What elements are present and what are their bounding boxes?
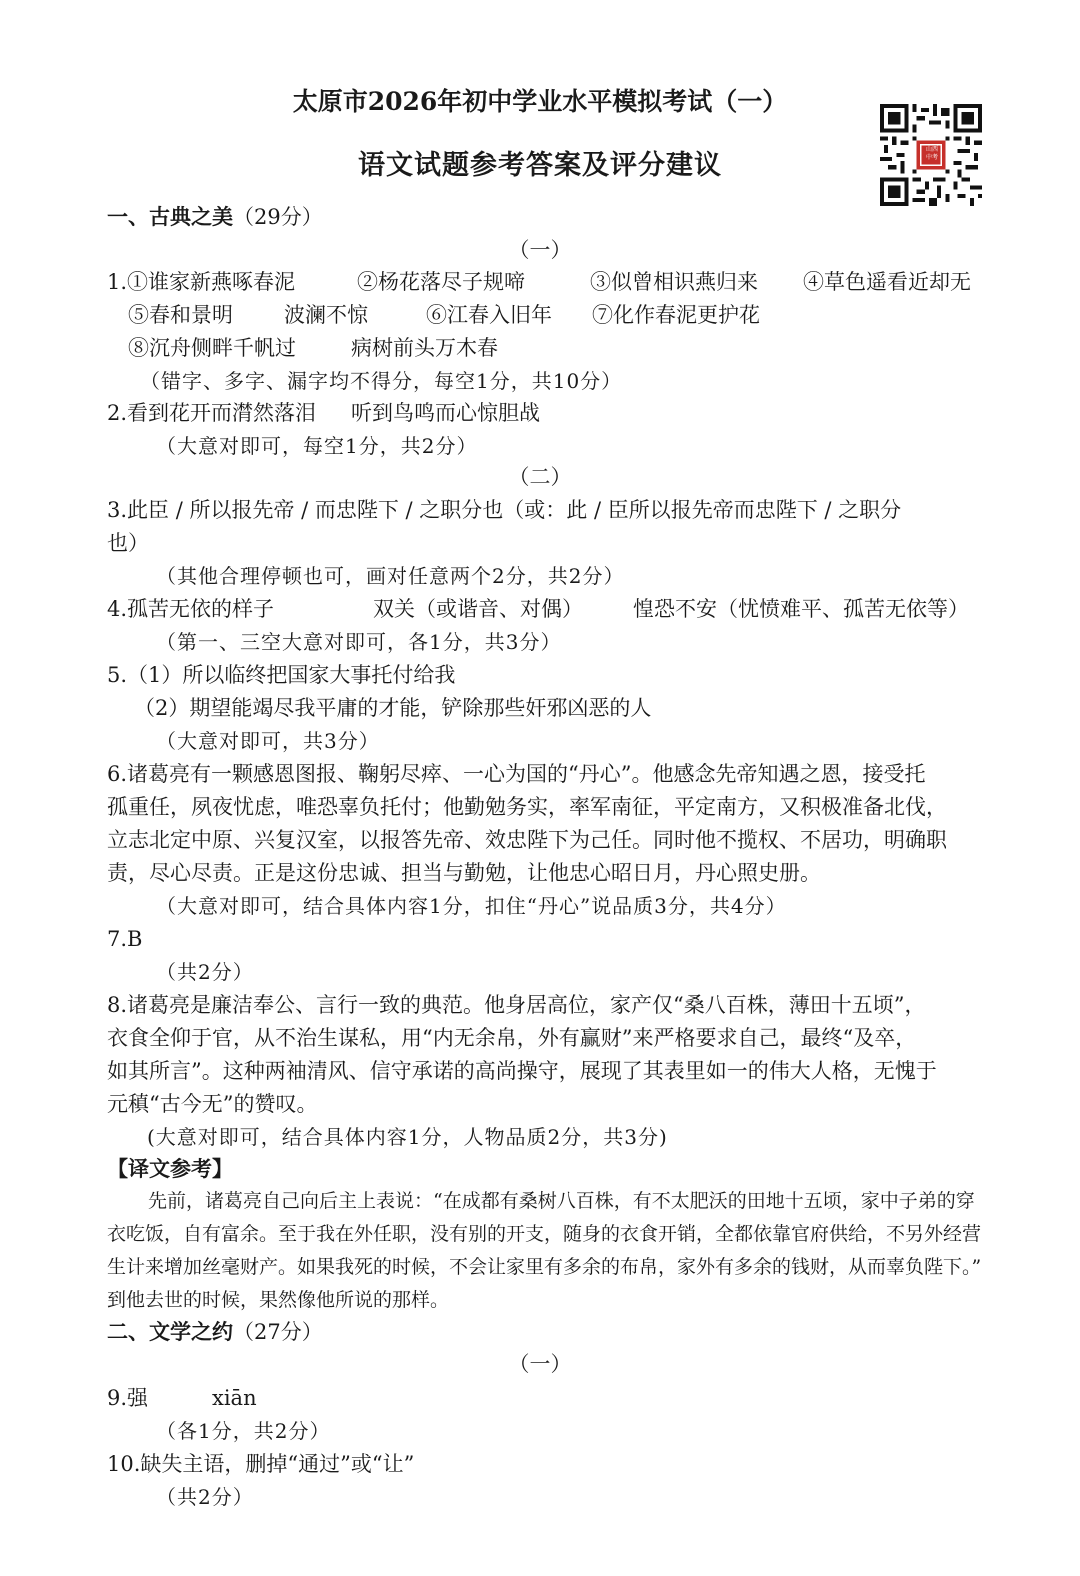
q1-answer-1: 1.①谁家新燕啄春泥 — [107, 270, 296, 294]
q1-answer-4: ④草色遥看近却无 — [803, 270, 971, 294]
q1-answer-6: ⑥江春入旧年 — [426, 303, 552, 327]
q5-answer-1: 5.（1）所以临终把国家大事托付给我 — [107, 663, 456, 687]
q8-answer-line: 元稹“古今无”的赞叹。 — [107, 1092, 318, 1116]
q6-answer-line: 孤重任，夙夜忧虑，唯恐辜负托付；他勤勉务实，率军南征，平定南方，又积极准备北伐， — [107, 795, 947, 819]
q5-answer-2: （2）期望能竭尽我平庸的才能，铲除那些奸邪凶恶的人 — [134, 696, 652, 720]
part-label: （一） — [508, 238, 572, 262]
q4-answer-3: 惶恐不安（忧愤难平、孤苦无依等） — [633, 597, 969, 621]
q10-scoring-note: （共2分） — [156, 1485, 254, 1509]
q8-answer-line: 如其所言”。这种两袖清风、信守承诺的高尚操守，展现了其表里如一的伟大人格，无愧于 — [107, 1059, 937, 1083]
q3-scoring-note: （其他合理停顿也可，画对任意两个2分，共2分） — [156, 564, 625, 588]
q1-scoring-note: （错字、多字、漏字均不得分，每空1分，共10分） — [140, 369, 623, 393]
q2-answer-2: 听到鸟鸣而心惊胆战 — [351, 401, 540, 425]
q3-answer-line: 也） — [107, 531, 149, 555]
qr-badge-label: 山西中考 — [925, 146, 938, 161]
q5-scoring-note: （大意对即可，共3分） — [156, 729, 380, 753]
translation-line: 先前，诸葛亮自己向后主上表说：“在成都有桑树八百株，有不太肥沃的田地十五顷，家中子弟的穿 — [148, 1190, 975, 1212]
translation-heading: 【译文参考】 — [107, 1156, 233, 1181]
q6-answer-line: 6.诸葛亮有一颗感恩图报、鞠躬尽瘁、一心为国的“丹心”。他感念先帝知遇之恩，接受托 — [107, 762, 926, 786]
q1-answer-2: ②杨花落尽子规啼 — [357, 270, 525, 294]
q4-answer-2: 双关（或谐音、对偶） — [373, 597, 583, 621]
q4-scoring-note: （第一、三空大意对即可，各1分，共3分） — [156, 630, 562, 654]
q1-answer-3: ③似曾相识燕归来 — [590, 270, 758, 294]
q6-answer-line: 责，尽心尽责。正是这份忠诚、担当与勤勉，让他忠心昭日月，丹心照史册。 — [107, 861, 821, 885]
translation-line: 衣吃饭，自有富余。至于我在外任职，没有别的开支，随身的衣食开销，全都依靠官府供给，不另外经营 — [107, 1223, 982, 1245]
q4-answer-1: 4.孤苦无依的样子 — [107, 597, 275, 621]
q8-scoring-note: (大意对即可，结合具体内容1分，人物品质2分，共3分) — [147, 1125, 668, 1149]
q10-answer: 10.缺失主语，删掉“通过”或“让” — [107, 1452, 415, 1476]
q6-answer-line: 立志北定中原、兴复汉室，以报答先帝、效忠陛下为己任。同时他不揽权、不居功，明确职 — [107, 828, 947, 852]
q6-scoring-note: （大意对即可，结合具体内容1分，扣住“丹心”说品质3分，共4分） — [156, 894, 787, 918]
q9-answer-2: xiān — [212, 1386, 257, 1410]
translation-line: 到他去世的时候，果然像他所说的那样。 — [107, 1289, 450, 1311]
part-label: （二） — [508, 465, 572, 489]
document-subtitle: 语文试题参考答案及评分建议 — [358, 150, 722, 181]
q9-answer-1: 9.强 — [107, 1386, 149, 1410]
section-heading: 一、古典之美（29分） — [107, 204, 323, 229]
q1-answer-8b: 病树前头万木春 — [351, 336, 498, 360]
q7-answer: 7.B — [107, 927, 143, 951]
q1-answer-7: ⑦化作春泥更护花 — [592, 303, 760, 327]
q1-answer-8: ⑧沉舟侧畔千帆过 — [128, 336, 296, 360]
q8-answer-line: 衣食全仰于官，从不治生谋私，用“内无余帛，外有赢财”来严格要求自己，最终“及卒， — [107, 1026, 917, 1050]
q1-answer-5b: 波澜不惊 — [284, 303, 368, 327]
q9-scoring-note: （各1分，共2分） — [156, 1419, 331, 1443]
q8-answer-line: 8.诸葛亮是廉洁奉公、言行一致的典范。他身居高位，家产仅“桑八百株，薄田十五顷”， — [107, 993, 926, 1017]
q7-scoring-note: （共2分） — [156, 960, 254, 984]
document-title: 太原市2026年初中学业水平模拟考试（一） — [292, 87, 788, 116]
section-heading: 二、文学之约（27分） — [107, 1319, 323, 1344]
part-label: （一） — [508, 1352, 572, 1376]
q3-answer-line: 3.此臣 / 所以报先帝 / 而忠陛下 / 之职分也（或：此 / 臣所以报先帝而忠陛下 / 之职分 — [107, 498, 902, 522]
q1-answer-5: ⑤春和景明 — [128, 303, 233, 327]
q2-answer-1: 2.看到花开而潸然落泪 — [107, 401, 317, 425]
q2-scoring-note: （大意对即可，每空1分，共2分） — [156, 434, 478, 458]
translation-line: 生计来增加丝毫财产。如果我死的时候，不会让家里有多余的布帛，家外有多余的钱财，从而辜负陛下。” — [107, 1256, 982, 1278]
